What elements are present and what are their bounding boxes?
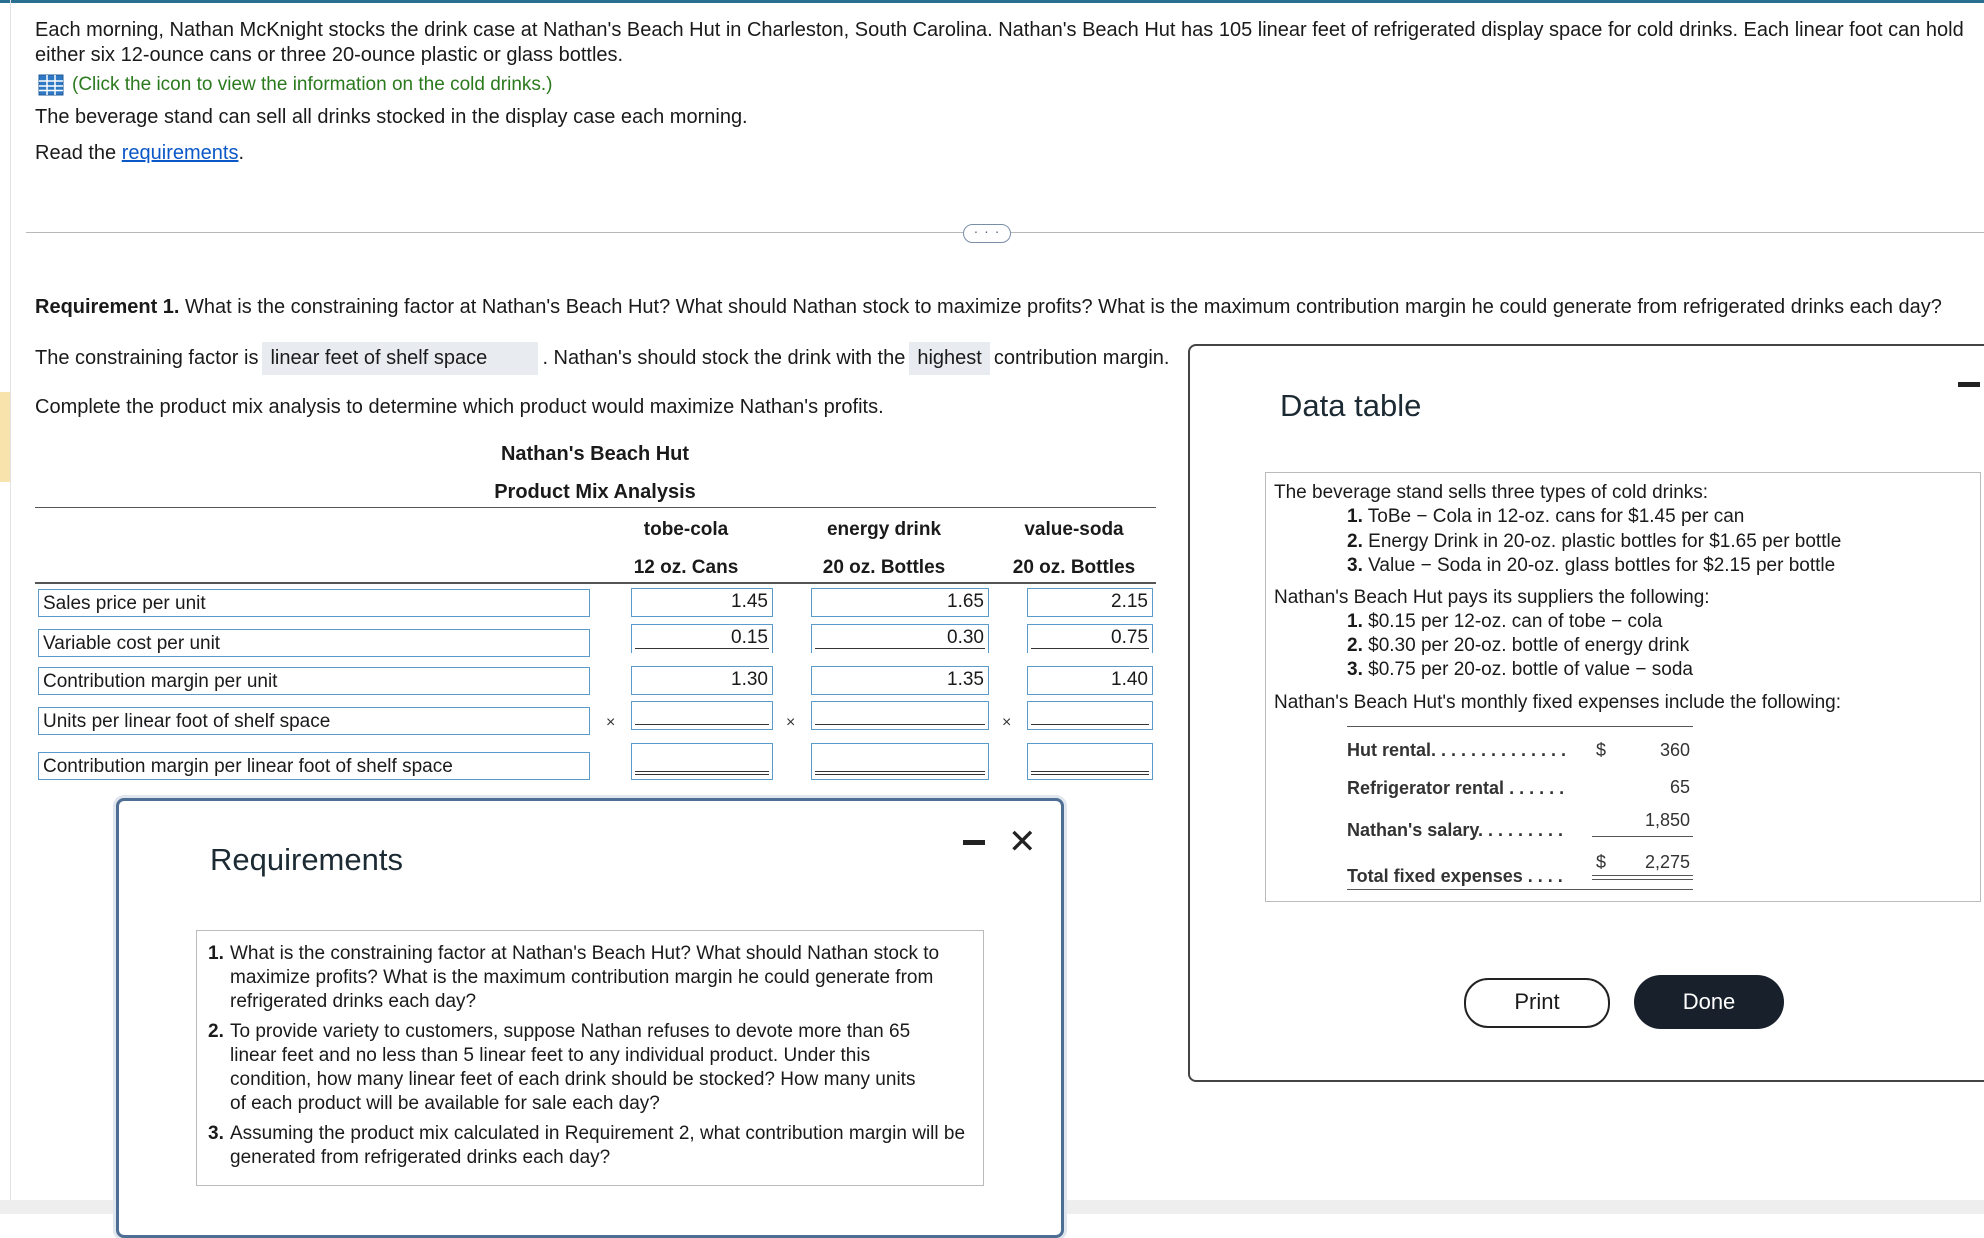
cm-tobe-cola[interactable]: 1.30 [631,666,773,695]
variable-cost-value-soda[interactable] [1027,624,1153,653]
units-per-foot-energy-drink-input[interactable] [811,701,989,730]
requirements-title: Requirements [210,842,403,877]
cost-item-2-text: $0.30 per 20-oz. bottle of energy drink [1368,635,1690,656]
fixed-value-refrigerator-rental: 65 [1669,777,1690,797]
fixed-label-refrigerator-rental-text: Refrigerator rental [1347,778,1505,798]
stock-choice-answer[interactable]: highest [909,342,990,375]
table-header-rule [35,582,1156,584]
data-table-link-text[interactable]: (Click the icon to view the information on the cold drinks.) [72,74,553,95]
multiply-sign: × [606,714,616,731]
constraining-factor-sentence [35,342,1170,375]
variable-cost-tobe-cola[interactable] [631,624,773,653]
col-value-soda-unit: 20 oz. Bottles [1012,557,1136,578]
table-subtitle: Product Mix Analysis [494,481,696,503]
cm-energy-drink[interactable]: 1.35 [811,666,989,695]
done-button[interactable]: Done [1634,975,1784,1029]
fixed-label-nathans-salary [1347,820,1563,841]
fixed-subtotal-rule [1592,836,1693,837]
cm-per-foot-tobe-cola-input[interactable] [631,743,773,780]
col-tobe-cola-unit: 12 oz. Cans [633,557,739,578]
cm-per-foot-energy-drink-input[interactable] [811,743,989,780]
fixed-table-top-rule [1347,726,1693,727]
fixed-label-total-text: Total fixed expenses [1347,866,1523,886]
requirements-link[interactable]: requirements [121,142,239,164]
requirement-item-2: To provide variety to customers, suppose Nathan refuses to devote more than 65 linear feet and no less than 5 linear feet to any individual product. Under this condition, how many linear feet of each drink should be stocked? How many units of each product will be available for sale each day? [230,1021,916,1114]
requirement-item-2-num [208,1020,224,1044]
requirement-item-1-num [208,942,224,966]
col-energy-drink: energy drink [826,519,942,540]
sentence-part-2: . Nathan's should stock the drink with the [542,347,906,369]
drink-item-2 [1347,530,1841,554]
drink-item-2-num: 2. [1347,531,1363,552]
left-border [10,0,11,1200]
data-table-title: Data table [1280,388,1422,423]
units-per-foot-value-soda-input[interactable] [1027,701,1153,730]
cost-item-1-text: $0.15 per 12-oz. can of tobe − cola [1368,611,1663,632]
col-energy-drink-unit: 20 oz. Bottles [822,557,946,578]
fixed-dots-hut-rental: . . . . . . . . . . . . . . [1431,740,1567,760]
table-company: Nathan's Beach Hut [500,443,690,465]
intro-note: The beverage stand can sell all drinks stocked in the display case each morning. [35,106,748,128]
sentence-part-1: The constraining factor is [35,347,259,369]
fixed-label-total [1347,866,1563,887]
variable-cost-energy-drink[interactable] [811,624,989,653]
read-suffix: . [238,142,245,164]
fixed-value-hut-rental: 360 [1659,740,1690,760]
cm-per-foot-value-soda-input[interactable] [1027,743,1153,780]
requirement-item-2-num-text: 2. [208,1021,224,1042]
table-grid-icon[interactable] [38,74,64,96]
intro-paragraph: Each morning, Nathan McKnight stocks the drink case at Nathan's Beach Hut in Charleston, South Carolina. Nathan's Beach Hut has 105 linear feet of refrigerated display space for cold drinks. Each linear foot can hold either six 12-ounce cans or three 20-ounce plastic or glass bottles. [35,19,1964,66]
row-label-variable-cost: Variable cost per unit [38,629,590,657]
drink-item-3 [1347,554,1835,578]
fixed-value-nathans-salary: 1,850 [1644,810,1690,830]
requirement-1-label: Requirement 1. [35,296,180,318]
sentence-part-3: contribution margin. [993,347,1170,369]
multiply-sign: × [786,714,796,731]
drink-item-3-num: 3. [1347,555,1363,576]
fixed-dots-nathans-salary: . . . . . . . . . [1478,820,1564,840]
expand-dots-button[interactable]: · · · [963,224,1011,243]
cost-item-3-text: $0.75 per 20-oz. bottle of value − soda [1368,659,1693,680]
fixed-double-rule-2 [1592,879,1693,880]
data-line-1: The beverage stand sells three types of cold drinks: [1274,482,1709,503]
sales-price-tobe-cola[interactable]: 1.45 [631,588,773,617]
drink-item-1-num: 1. [1347,506,1363,527]
product-mix-instruction: Complete the product mix analysis to determine which product would maximize Nathan's profits. [35,396,884,418]
col-value-soda: value-soda [1024,519,1124,540]
read-prefix: Read the [35,142,122,164]
requirement-item-1: What is the constraining factor at Nathan's Beach Hut? What should Nathan stock to maximize profits? What is the maximum contribution margin he could generate from refrigerated drinks each day? [230,943,940,1012]
read-requirements [35,142,244,165]
cost-item-1-num: 1. [1347,611,1363,632]
top-accent-bar [0,0,1984,3]
requirements-close-icon[interactable]: ✕ [1008,823,1037,861]
requirement-1-text: What is the constraining factor at Nathan's Beach Hut? What should Nathan stock to maximize profits? What is the maximum contribution margin he could generate from refrigerated drinks each day? [179,296,1942,318]
cost-item-1 [1347,610,1662,634]
left-highlight-marker [0,392,10,482]
requirement-item-3: Assuming the product mix calculated in Requirement 2, what contribution margin will be generated from refrigerated drinks each day? [230,1123,966,1168]
fixed-currency-hut-rental: $ [1595,740,1606,760]
variable-cost-tobe-cola-value: 0.15 [731,627,768,648]
cost-item-3-num: 3. [1347,659,1363,680]
fixed-dots-total: . . . . [1527,866,1563,886]
row-label-sales-price: Sales price per unit [38,589,590,617]
requirement-item-3-num-text: 3. [208,1123,224,1144]
fixed-label-hut-rental-text: Hut rental [1347,740,1432,760]
drink-item-1 [1347,505,1744,529]
fixed-total-rule [1347,889,1693,890]
requirement-item-1-num-text: 1. [208,943,224,964]
data-line-2: Nathan's Beach Hut pays its suppliers the following: [1274,587,1710,608]
constraining-factor-answer[interactable]: linear feet of shelf space [262,342,538,375]
requirement-1-question [35,296,1942,319]
drink-item-3-text: Value − Soda in 20-oz. glass bottles for $2.15 per bottle [1368,555,1836,576]
row-label-units-per-foot: Units per linear foot of shelf space [38,707,590,735]
data-line-3: Nathan's Beach Hut's monthly fixed expenses include the following: [1274,692,1842,713]
cost-item-2-num: 2. [1347,635,1363,656]
fixed-currency-total: $ [1595,852,1606,872]
fixed-label-refrigerator-rental [1347,778,1564,799]
fixed-dots-refrigerator-rental: . . . . . . [1509,778,1565,798]
units-per-foot-tobe-cola-input[interactable] [631,701,773,730]
cm-value-soda[interactable]: 1.40 [1027,666,1153,695]
row-label-cm-per-foot: Contribution margin per linear foot of shelf space [38,752,590,780]
col-tobe-cola: tobe-cola [643,519,729,540]
row-label-contribution-margin: Contribution margin per unit [38,667,590,695]
fixed-label-nathans-salary-text: Nathan's salary [1347,820,1479,840]
cost-item-2 [1347,634,1689,658]
sales-price-energy-drink[interactable]: 1.65 [811,588,989,617]
fixed-double-rule-1 [1592,875,1693,876]
cost-item-3 [1347,658,1693,682]
fixed-value-total: 2,275 [1644,852,1690,872]
fixed-label-hut-rental [1347,740,1566,761]
drink-item-1-text: ToBe − Cola in 12-oz. cans for $1.45 per can [1367,506,1745,527]
print-button[interactable]: Print [1464,978,1610,1028]
data-table-link[interactable] [38,74,553,96]
variable-cost-value-soda-value: 0.75 [1111,627,1148,648]
table-top-rule [35,507,1156,508]
data-table-minimize-icon[interactable] [1958,382,1980,387]
requirement-item-3-num [208,1122,224,1146]
multiply-sign: × [1002,714,1012,731]
drink-item-2-text: Energy Drink in 20-oz. plastic bottles for $1.65 per bottle [1368,531,1842,552]
sales-price-value-soda[interactable]: 2.15 [1027,588,1153,617]
variable-cost-energy-drink-value: 0.30 [947,627,984,648]
requirements-minimize-icon[interactable] [963,840,985,845]
